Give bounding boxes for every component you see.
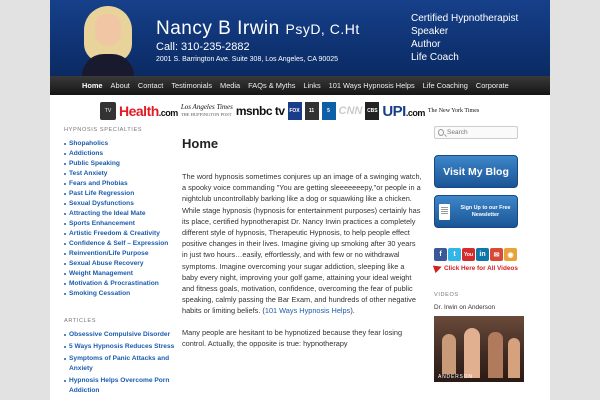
newsletter-signup-button[interactable]: [434, 195, 518, 228]
search-input[interactable]: [447, 129, 517, 136]
fox-logo-icon: FOX: [288, 102, 302, 120]
search-box[interactable]: [434, 126, 518, 139]
nav-item-home[interactable]: Home: [82, 81, 103, 90]
page-title: Home: [182, 136, 219, 151]
article-link[interactable]: 5 Ways Hypnosis Reduces Stress: [64, 342, 179, 352]
specialty-link[interactable]: Attracting the Ideal Mate: [64, 209, 179, 219]
la-times-logo: Los Angeles Times THE HUFFINGTON POST: [180, 103, 233, 117]
tagline: Life Coach: [411, 52, 459, 63]
facebook-icon[interactable]: f: [434, 248, 447, 261]
arrow-icon: [433, 263, 443, 273]
specialty-link[interactable]: Sports Enhancement: [64, 219, 179, 229]
street-address: 2001 S. Barrington Ave. Suite 308, Los Angeles, CA 90025: [156, 56, 339, 63]
articles-list: [64, 330, 179, 396]
nav-item-media[interactable]: Media: [220, 81, 241, 90]
network-logo-icon: 11: [305, 102, 319, 120]
main-content: [182, 136, 422, 359]
site-title-name: Nancy B Irwin: [156, 18, 280, 39]
specialty-link[interactable]: Sexual Dysfunctions: [64, 199, 179, 209]
nav-item-links[interactable]: Links: [303, 81, 321, 90]
channel-5-logo-icon: 5: [322, 102, 336, 120]
specialty-link[interactable]: Smoking Cessation: [64, 289, 179, 299]
twitter-icon[interactable]: t: [448, 248, 461, 261]
nav-item-corporate[interactable]: Corporate: [475, 81, 509, 90]
specialty-link[interactable]: Sexual Abuse Recovery: [64, 259, 179, 269]
nav-item-testimonials[interactable]: Testimonials: [171, 81, 213, 90]
nav-item-101-ways[interactable]: 101 Ways Hypnosis Helps: [328, 81, 415, 90]
main-nav: [50, 76, 550, 95]
video-thumbnail[interactable]: [434, 316, 524, 382]
visit-blog-button[interactable]: Visit My Blog: [434, 155, 518, 188]
specialty-link[interactable]: Addictions: [64, 149, 179, 159]
video-caption: ANDERSON: [438, 374, 473, 380]
nav-item-life-coaching[interactable]: Life Coaching: [422, 81, 468, 90]
tagline: Certified Hypnotherapist: [411, 13, 519, 24]
specialty-link[interactable]: Artistic Freedom & Creativity: [64, 229, 179, 239]
101-ways-link[interactable]: 101 Ways Hypnosis Helps: [264, 306, 351, 316]
specialty-link[interactable]: Weight Management: [64, 269, 179, 279]
youtube-icon[interactable]: You: [462, 248, 475, 261]
specialty-link[interactable]: Public Speaking: [64, 159, 179, 169]
specialty-link[interactable]: Reinvention/Life Purpose: [64, 249, 179, 259]
rss-icon[interactable]: ◉: [504, 248, 517, 261]
specialty-link[interactable]: Confidence & Self – Expression: [64, 239, 179, 249]
upi-logo: UPI.com: [382, 102, 425, 120]
portrait-photo: [78, 4, 138, 76]
specialties-list: [64, 139, 179, 299]
tagline: Author: [411, 39, 441, 50]
tv-logo-icon: TV: [100, 102, 116, 120]
page: [50, 0, 550, 400]
article-link[interactable]: Hypnosis Helps Overcome Porn Addiction: [64, 376, 179, 396]
specialty-link[interactable]: Shopaholics: [64, 139, 179, 149]
site-title[interactable]: [156, 18, 360, 40]
article-link[interactable]: Obsessive Compulsive Disorder: [64, 330, 179, 340]
video-title: Dr. Irwin on Anderson: [434, 304, 496, 311]
tagline: Speaker: [411, 26, 449, 37]
specialties-heading: HYPNOSIS SPECIALTIES: [64, 127, 143, 133]
social-icons: [434, 248, 534, 261]
media-logos: [100, 99, 545, 123]
huffington-post-logo: THE HUFFINGTON POST: [180, 112, 232, 117]
specialty-link[interactable]: Test Anxiety: [64, 169, 179, 179]
nav-item-contact[interactable]: Contact: [137, 81, 164, 90]
right-sidebar: [434, 126, 534, 382]
phone-number: Call: 310-235-2882: [156, 41, 250, 53]
taglines: [411, 12, 518, 64]
search-icon: [438, 129, 444, 136]
intro-paragraph: The word hypnosis sometimes conjures up an image of a swinging watch, a spooky voice commanding "You are getting sleeeeeeepy,"or people in a nightclub uncontrollably barking like a dog or squawking like a chicken. While stage hypnosis (hypnosis for entertainment purposes) certainly has its place, certified hypnotherapist Dr. Nancy Irwin practices a completely different style of hypnosis, Therapeutic Hypnosis, to help people effect positive changes in their lives. Imagine giving up smoking after 30 years in just two hours…easily, effortlessly, and with few or no withdrawal symptoms. Imagine overcoming your sugar addiction, sleeping like a baby every night, improving your golf game, attaining your ideal weight and fitness goals, motivation, confidence, overcoming the fear of public speaking, calmly passing the Bar Exam, and hundreds of other negative habits or limiting beliefs. (101 Ways Hypnosis Helps).: [182, 172, 422, 316]
nav-item-faqs[interactable]: FAQs & Myths: [248, 81, 296, 90]
specialty-link[interactable]: Past Life Regression: [64, 189, 179, 199]
left-sidebar: [64, 127, 179, 398]
videos-heading: VIDEOS: [434, 292, 459, 298]
specialty-link[interactable]: Motivation & Procrastination: [64, 279, 179, 289]
nyt-logo: The New York Times: [427, 108, 480, 114]
article-link[interactable]: Symptoms of Panic Attacks and Anxiety: [64, 354, 179, 374]
email-icon[interactable]: ✉: [490, 248, 503, 261]
specialty-link[interactable]: Fears and Phobias: [64, 179, 179, 189]
all-videos-label: Click Here for All Videos: [444, 264, 518, 272]
all-videos-link[interactable]: [434, 264, 534, 272]
site-header: [50, 0, 550, 76]
nav-item-about[interactable]: About: [110, 81, 130, 90]
site-title-credentials: PsyD, C.Ht: [285, 21, 360, 37]
cnn-logo: CNN: [338, 105, 363, 117]
cbs-logo-icon: CBS: [365, 102, 379, 120]
health-logo: Health.com: [119, 103, 178, 119]
body-paragraph: Many people are hesitant to be hypnotized because they fear losing control. Actually, the opposite is true: hypnotherapy: [182, 327, 403, 348]
newsletter-label: Sign Up to our Free Newsletter: [460, 205, 511, 218]
newsletter-icon: [439, 204, 450, 220]
msnbc-logo: msnbc tv: [235, 104, 285, 118]
linkedin-icon[interactable]: in: [476, 248, 489, 261]
articles-heading: ARTICLES: [64, 318, 97, 324]
